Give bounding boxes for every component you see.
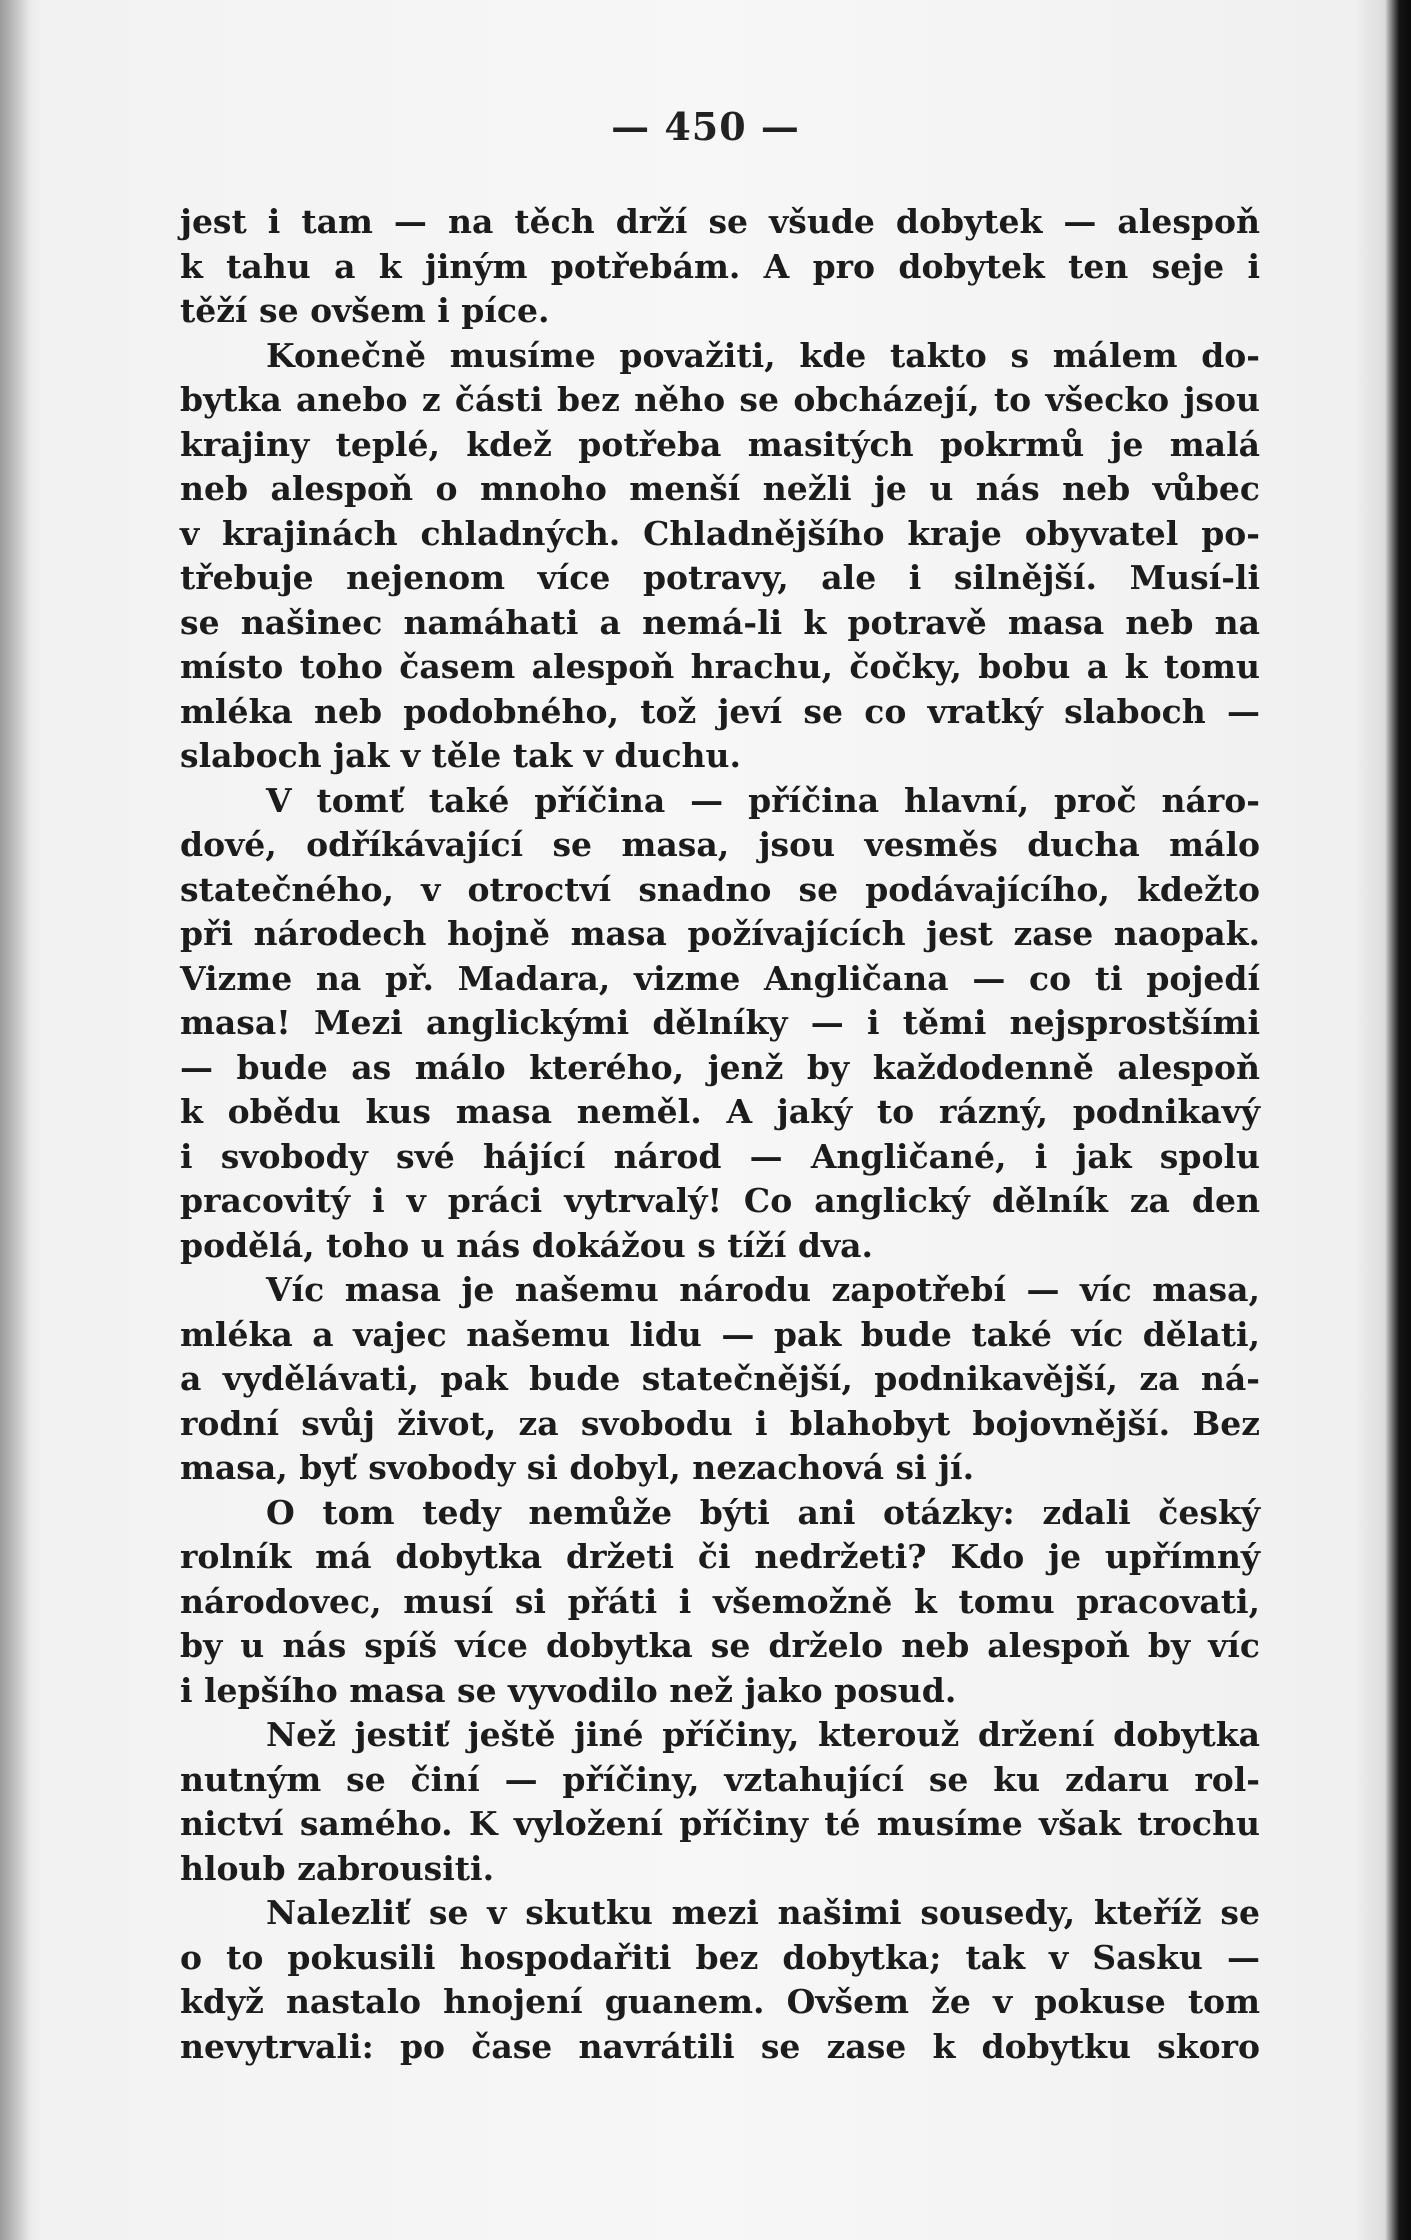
text-line: Konečně musíme považiti, kde takto s málem do- xyxy=(266,335,1260,375)
text-line: mléka a vajec našemu lidu — pak bude také víc dělati, xyxy=(180,1314,1260,1354)
text-line: — bude as málo kterého, jenž by každodenně alespoň xyxy=(180,1047,1260,1087)
text-line: se našinec namáhati a nemá-li k potravě masa neb na xyxy=(180,602,1260,642)
text-line: slaboch jak v těle tak v duchu. xyxy=(180,736,742,775)
text-line: Než jestiť ještě jiné příčiny, kterouž držení dobytka xyxy=(266,1715,1260,1754)
text-line: V tomť také příčina — příčina hlavní, proč náro- xyxy=(266,780,1260,820)
text-line: mléka neb podobného, tož jeví se co vratký slaboch — xyxy=(180,691,1260,731)
text-line: dové, odříkávající se masa, jsou vesměs ducha málo xyxy=(180,825,1260,864)
text-line: těží se ovšem i píce. xyxy=(180,291,550,330)
text-line: k obědu kus masa neměl. A jaký to rázný, podnikavý xyxy=(180,1092,1260,1131)
text-line: hloub zabrousiti. xyxy=(180,1848,495,1888)
text-line: když nastalo hnojení guanem. Ovšem že v pokuse tom xyxy=(180,1982,1260,2021)
text-line: rodní svůj život, za svobodu i blahobyt bojovnější. Bez xyxy=(180,1403,1260,1443)
text-line: při národech hojně masa požívajících jest zase naopak. xyxy=(180,914,1260,953)
text-line: neb alespoň o mnoho menší nežli je u nás neb vůbec xyxy=(180,469,1260,508)
text-line: podělá, toho u nás dokážou s tíží dva. xyxy=(180,1225,874,1265)
text-line: jest i tam — na těch drží se všude dobytek — alespoň xyxy=(180,202,1260,241)
text-line: krajiny teplé, kdež potřeba masitých pokrmů je malá xyxy=(180,424,1260,464)
page-number: — 450 — xyxy=(611,104,800,149)
body-text xyxy=(180,200,1260,2069)
text-line: masa, byť svobody si dobyl, nezachová si jí. xyxy=(180,1448,975,1487)
text-line: třebuje nejenom více potravy, ale i silnější. Musí-li xyxy=(180,558,1260,597)
text-line: Nalezliť se v skutku mezi našimi sousedy, kteříž se xyxy=(266,1893,1260,1932)
text-line: Vizme na př. Madara, vizme Angličana — co ti pojedí xyxy=(180,958,1260,998)
binding-shadow xyxy=(0,0,30,2240)
text-line: bytka anebo z části bez něho se obcházejí, to všecko jsou xyxy=(180,380,1260,419)
text-line: k tahu a k jiným potřebám. A pro dobytek ten seje i xyxy=(180,246,1260,286)
text-line: místo toho časem alespoň hrachu, čočky, bobu a k tomu xyxy=(180,647,1260,686)
text-line: statečného, v otroctví snadno se podávajícího, kdežto xyxy=(180,869,1260,909)
text-line: národovec, musí si přáti i všemožně k tomu pracovati, xyxy=(180,1581,1260,1621)
text-line: v krajinách chladných. Chladnějšího kraje obyvatel po- xyxy=(180,513,1260,553)
text-line: by u nás spíš více dobytka se drželo neb alespoň by víc xyxy=(180,1626,1260,1665)
page-edge-shadow xyxy=(1385,0,1411,2240)
text-line: pracovitý i v práci vytrvalý! Co anglický dělník za den xyxy=(180,1181,1260,1220)
text-line: O tom tedy nemůže býti ani otázky: zdali český xyxy=(266,1492,1260,1532)
text-line: nevytrvali: po čase navrátili se zase k dobytku skoro xyxy=(180,2026,1260,2066)
text-line: a vydělávati, pak bude statečnější, podnikavější, za ná- xyxy=(180,1359,1260,1398)
text-line: Víc masa je našemu národu zapotřebí — víc masa, xyxy=(266,1270,1260,1309)
text-line: nictví samého. K vyložení příčiny té musíme však trochu xyxy=(180,1804,1260,1843)
text-line: i svobody své hájící národ — Angličané, i jak spolu xyxy=(180,1136,1260,1176)
text-line: masa! Mezi anglickými dělníky — i těmi nejsprostšími xyxy=(180,1003,1260,1042)
text-line: i lepšího masa se vyvodilo než jako posud. xyxy=(180,1670,957,1710)
text-line: o to pokusili hospodařiti bez dobytka; tak v Sasku — xyxy=(180,1937,1260,1977)
text-line: rolník má dobytka držeti či nedržeti? Kdo je upřímný xyxy=(180,1537,1260,1576)
text-line: nutným se činí — příčiny, vztahující se ku zdaru rol- xyxy=(180,1759,1260,1799)
